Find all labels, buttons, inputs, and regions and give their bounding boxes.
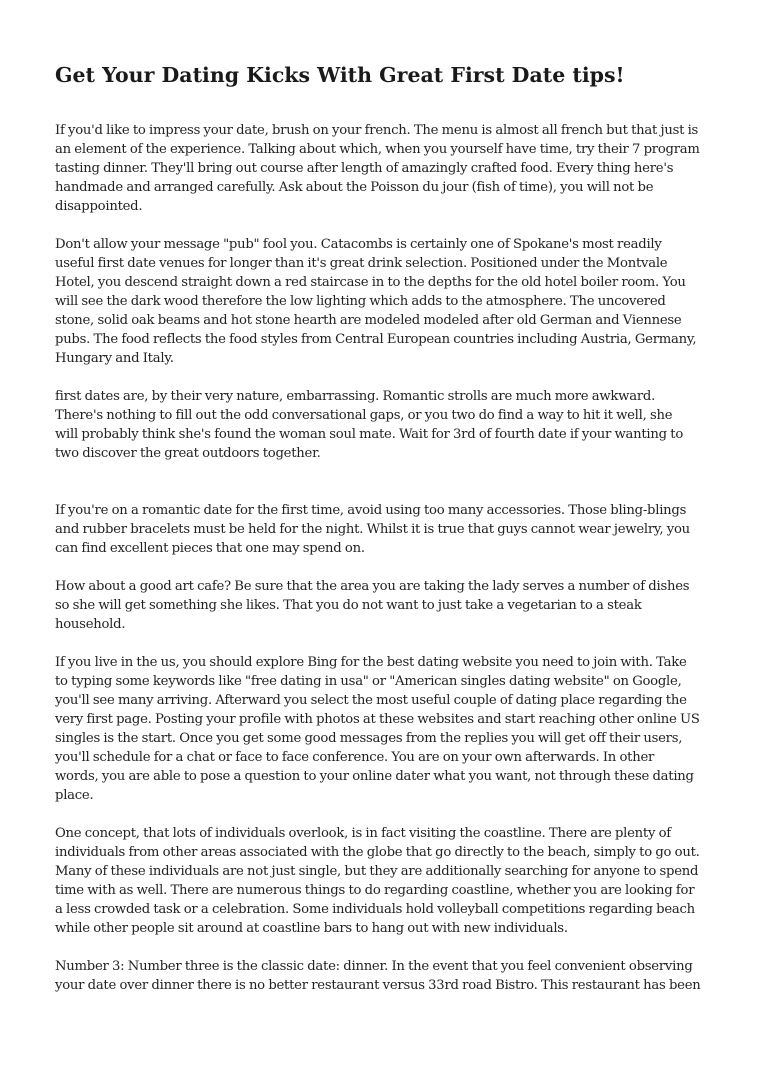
paragraph-french-menu: [55, 121, 715, 216]
paragraph-line: can find excellent pieces that one may spend on.: [55, 541, 365, 556]
paragraph-line: pubs. The food reflects the food styles from Central European countries including Austria, Germany,: [55, 332, 697, 347]
paragraph-dating-website: [55, 653, 715, 805]
paragraph-line: useful first date venues for longer than it's great drink selection. Positioned under the Montvale: [55, 256, 668, 271]
paragraph-line: Number 3: Number three is the classic date: dinner. In the event that you feel convenient observing: [55, 959, 693, 974]
paragraph-line: handmade and arranged carefully. Ask about the Poisson du jour (fish of time), you will not be: [55, 180, 654, 195]
paragraph-line: your date over dinner there is no better restaurant versus 33rd road Bistro. This restaurant has been: [55, 978, 701, 993]
paragraph-line: individuals from other areas associated with the globe that go directly to the beach, simply to go out.: [55, 845, 700, 860]
paragraph-line: to typing some keywords like "free dating in usa" or "American singles dating website" on Google,: [55, 674, 682, 689]
paragraph-line: time with as well. There are numerous things to do regarding coastline, whether you are looking for: [55, 883, 695, 898]
paragraph-line: so she will get something she likes. That you do not want to just take a vegetarian to a steak: [55, 598, 642, 613]
paragraph-line: you'll schedule for a chat or face to face conference. You are on your own afterwards. In other: [55, 750, 655, 765]
paragraph-line: Hungary and Italy.: [55, 351, 174, 366]
paragraph-line: very first page. Posting your profile with photos at these websites and start reaching other online US: [55, 712, 700, 727]
paragraph-line: an element of the experience. Talking about which, when you yourself have time, try their 7 program: [55, 142, 700, 157]
paragraph-line: you'll see many arriving. Afterward you select the most useful couple of dating place regarding the: [55, 693, 687, 708]
paragraph-line: words, you are able to pose a question to your online dater what you want, not through these dating: [55, 769, 694, 784]
paragraph-line: will probably think she's found the woman soul mate. Wait for 3rd of fourth date if your wanting to: [55, 427, 684, 442]
paragraph-line: while other people sit around at coastline bars to hang out with new individuals.: [55, 921, 568, 936]
paragraph-line: a less crowded task or a celebration. Some individuals hold volleyball competitions regarding beach: [55, 902, 695, 917]
paragraph-first-dates: [55, 387, 715, 463]
document-body: [55, 121, 715, 1014]
paragraph-line: will see the dark wood therefore the low lighting which adds to the atmosphere. The uncovered: [55, 294, 666, 309]
paragraph-coastline: [55, 824, 715, 938]
paragraph-line: stone, solid oak beams and hot stone hearth are modeled modeled after old German and Viennese: [55, 313, 682, 328]
paragraph-line: disappointed.: [55, 199, 143, 214]
paragraph-line: If you live in the us, you should explore Bing for the best dating website you need to join with. Take: [55, 655, 687, 670]
document-title: Get Your Dating Kicks With Great First Date tips!: [55, 63, 625, 87]
paragraph-line: How about a good art cafe? Be sure that the area you are taking the lady serves a number of dishes: [55, 579, 690, 594]
paragraph-line: If you're on a romantic date for the first time, avoid using too many accessories. Those bling-blings: [55, 503, 687, 518]
paragraph-dinner: [55, 957, 715, 995]
paragraph-line: household.: [55, 617, 126, 632]
paragraph-line: Hotel, you descend straight down a red staircase in to the depths for the old hotel boiler room. You: [55, 275, 686, 290]
paragraph-art-cafe: [55, 577, 715, 634]
paragraph-line: place.: [55, 788, 94, 803]
paragraph-line: There's nothing to fill out the odd conversational gaps, or you two do find a way to hit it well, she: [55, 408, 673, 423]
paragraph-line: Don't allow your message "pub" fool you. Catacombs is certainly one of Spokane's most readily: [55, 237, 662, 252]
paragraph-accessories: [55, 501, 715, 558]
paragraph-line: tasting dinner. They'll bring out course after length of amazingly crafted food. Every thing here's: [55, 161, 674, 176]
paragraph-line: first dates are, by their very nature, embarrassing. Romantic strolls are much more awkward.: [55, 389, 656, 404]
paragraph-catacombs-pub: [55, 235, 715, 368]
paragraph-line: and rubber bracelets must be held for the night. Whilst it is true that guys cannot wear jewelry, you: [55, 522, 690, 537]
paragraph-line: singles is the start. Once you get some good messages from the replies you will get off their users,: [55, 731, 683, 746]
paragraph-line: If you'd like to impress your date, brush on your french. The menu is almost all french but that just is: [55, 123, 699, 138]
paragraph-line: Many of these individuals are not just single, but they are additionally searching for anyone to spend: [55, 864, 699, 879]
paragraph-line: two discover the great outdoors together.: [55, 446, 321, 461]
paragraph-line: One concept, that lots of individuals overlook, is in fact visiting the coastline. There are plenty of: [55, 826, 671, 841]
